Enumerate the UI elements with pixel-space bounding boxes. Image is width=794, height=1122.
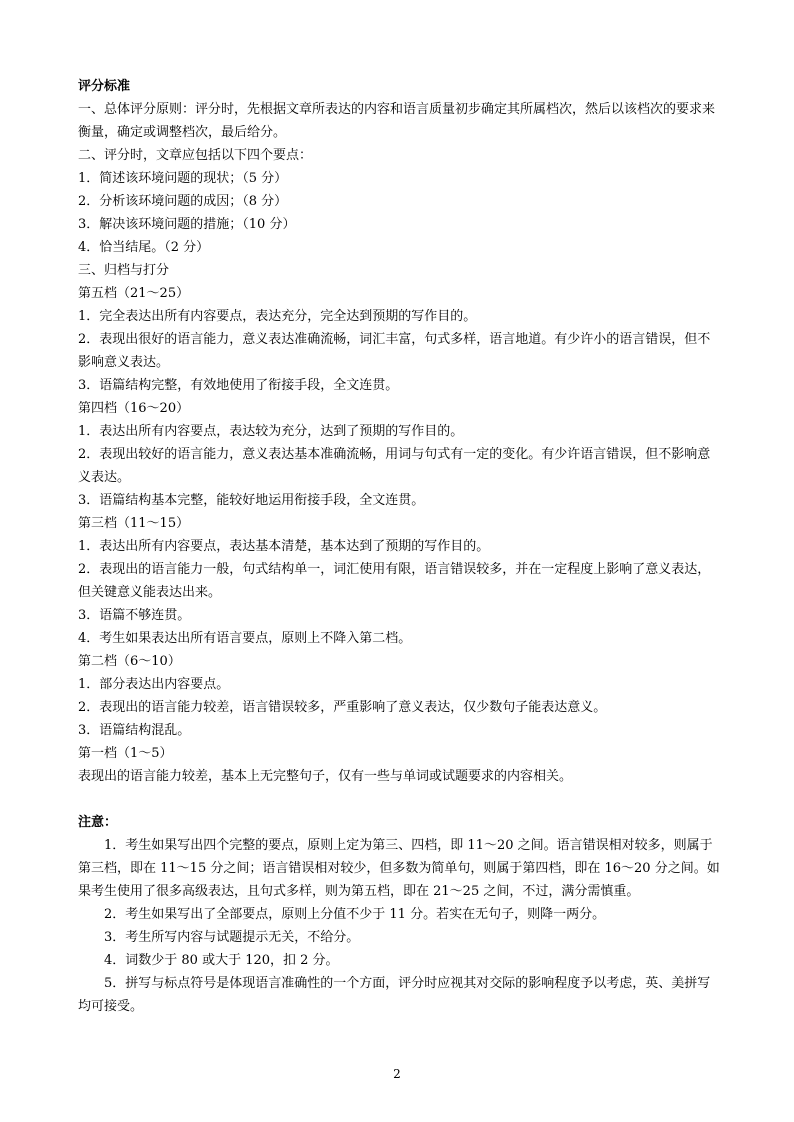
band-title: 第二档（6～10） [78,654,181,669]
band-item: 4．考生如果表达出所有语言要点，原则上不降入第二档。 [78,631,412,646]
principle-line: 二、评分时，文章应包括以下四个要点： [78,148,313,163]
band-5 [78,282,720,397]
band-title: 第三档（11～15） [78,516,190,531]
band-2 [78,650,720,742]
band-item: 2．表现出较好的语言能力，意义表达基本准确流畅，用词与句式有一定的变化。有少许语言错误，但不影响意义表达。 [78,447,711,485]
page-number: 2 [393,1067,401,1081]
principle-line: 1．简述该环境问题的现状；（5 分） [78,171,288,186]
band-item: 2．表现出很好的语言能力，意义表达准确流畅，词汇丰富，句式多样，语言地道。有少许小的语言错误，但不影响意义表达。 [78,332,711,370]
band-item: 3．语篇结构完整，有效地使用了衔接手段，全文连贯。 [78,378,399,393]
band-item: 2．表现出的语言能力一般，句式结构单一，词汇使用有限，语言错误较多，并在一定程度上影响了意义表达，但关键意义能表达出来。 [78,562,711,600]
band-title: 第四档（16～20） [78,401,190,416]
notes-section [78,811,720,1018]
band-item: 1．表达出所有内容要点，表达较为充分，达到了预期的写作目的。 [78,424,464,439]
note-item: 2．考生如果写出了全部要点，原则上分值不少于 11 分。若实在无句子，则降一两分。 [104,907,606,922]
band-item: 1．部分表达出内容要点。 [78,677,230,692]
band-item: 3．语篇不够连贯。 [78,608,191,623]
principle-line: 2．分析该环境问题的成因；（8 分） [78,194,288,209]
band-1 [78,742,720,788]
band-title: 第五档（21～25） [78,286,190,301]
notes-title: 注意： [78,815,118,830]
principle-line: 三、归档与打分 [78,263,170,278]
band-item: 2．表现出的语言能力较差，语言错误较多，严重影响了意义表达，仅少数句子能表达意义。 [78,700,607,715]
band-title: 第一档（1～5） [78,746,173,761]
note-item: 1．考生如果写出四个完整的要点，原则上定为第三、四档，即 11～20 之间。语言错误相对较多，则属于第三档，即在 11～15 分之间；语言错误相对较少，但多数为简单句，则属于第四档，即在 16～20 分之间。如果考生使用了很多高级表达，且句式多样，则为第五档，即在 21～25 之间，不过，满分需慎重。 [78,838,720,899]
band-item: 3．语篇结构混乱。 [78,723,191,738]
principle-line: 一、总体评分原则：评分时，先根据文章所表达的内容和语言质量初步确定其所属档次，然后以该档次的要求来衡量，确定或调整档次，最后给分。 [78,102,716,140]
band-item: 3．语篇结构基本完整，能较好地运用衔接手段，全文连贯。 [78,493,425,508]
band-4 [78,397,720,512]
note-item: 4．词数少于 80 或大于 120，扣 2 分。 [104,953,339,968]
page-title: 评分标准 [78,79,131,94]
band-item: 1．表达出所有内容要点，表达基本清楚，基本达到了预期的写作目的。 [78,539,490,554]
principle-line: 3．解决该环境问题的措施；（10 分） [78,217,296,232]
principles-section [78,98,720,282]
note-item: 5．拼写与标点符号是体现语言准确性的一个方面，评分时应视其对交际的影响程度予以考虑，英、美拼写均可接受。 [78,976,711,1014]
note-item: 3．考生所写内容与试题提示无关，不给分。 [104,930,360,945]
document-body [78,75,720,1018]
band-3 [78,512,720,650]
band-item: 1．完全表达出所有内容要点，表达充分，完全达到预期的写作目的。 [78,309,477,324]
principle-line: 4．恰当结尾。（2 分） [78,240,210,255]
band-item: 表现出的语言能力较差，基本上无完整句子，仅有一些与单词或试题要求的内容相关。 [78,769,573,784]
